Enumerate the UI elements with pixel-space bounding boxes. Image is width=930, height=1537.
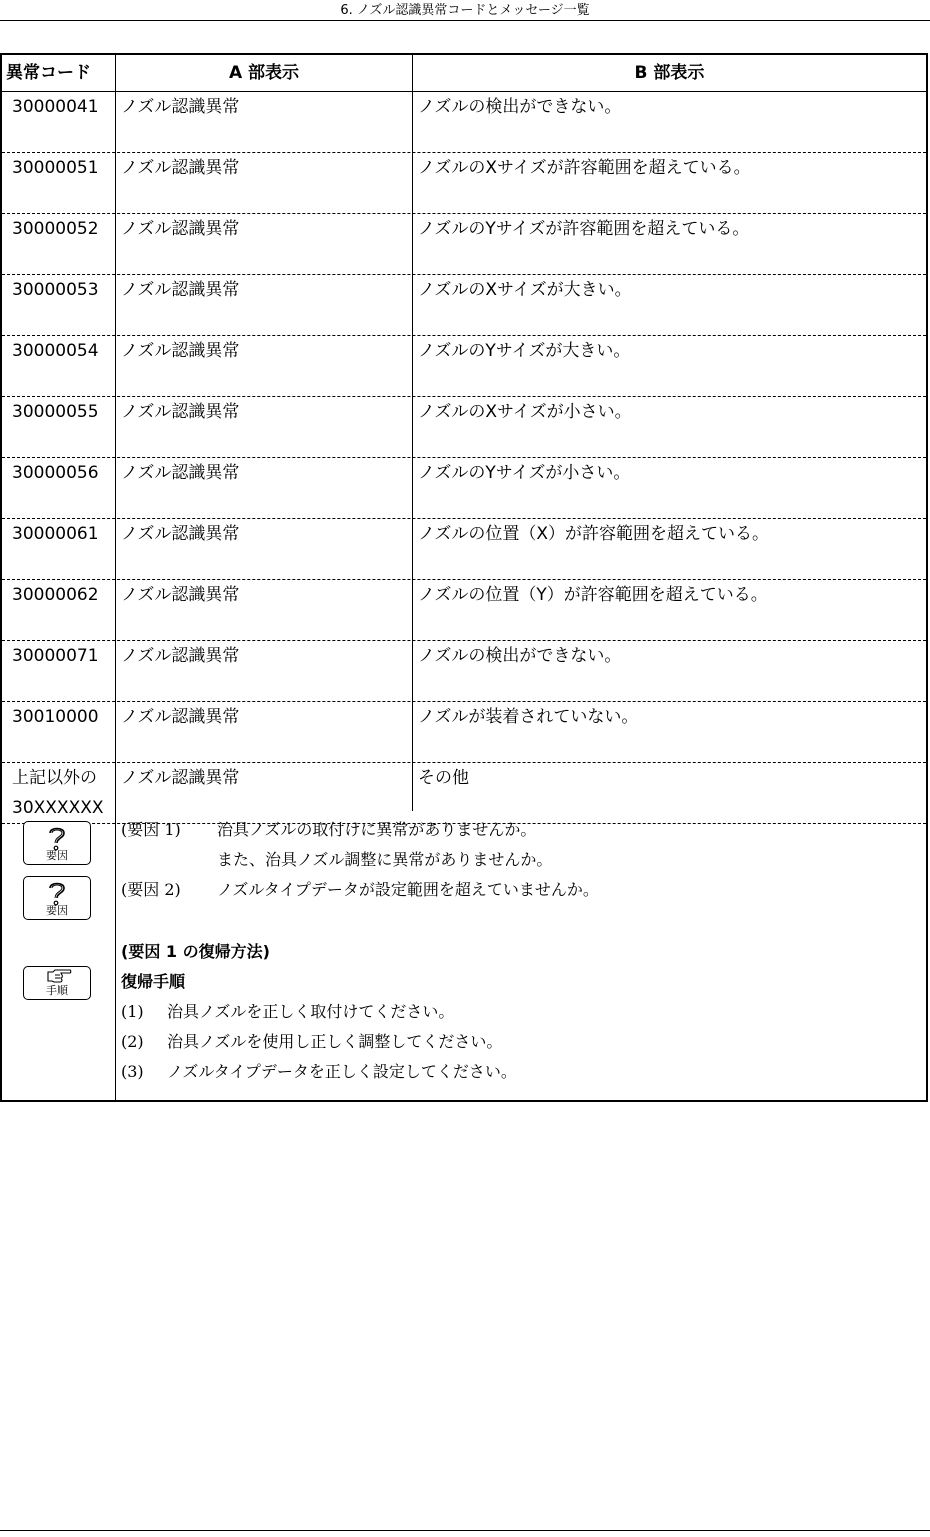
b-display-cell: ノズルの検出ができない。	[418, 646, 622, 666]
factor-1-continued	[121, 845, 552, 875]
factor-section	[2, 813, 926, 1102]
page-header	[0, 0, 930, 21]
factor-label: 要因	[46, 849, 68, 862]
a-display-cell: ノズル認識異常	[121, 646, 240, 666]
step-number: (3)	[121, 1062, 144, 1081]
b-display-cell: ノズルのYサイズが小さい。	[418, 463, 631, 483]
table-row	[2, 702, 926, 763]
step-text: ノズルタイプデータを正しく設定してください。	[167, 1062, 517, 1081]
error-code-cell: 30010000	[12, 707, 99, 727]
b-display-cell: その他	[418, 768, 469, 788]
procedure-step	[121, 997, 454, 1027]
procedure-badge	[23, 966, 91, 1000]
table-row	[2, 397, 926, 458]
b-display-cell: ノズルのXサイズが許容範囲を超えている。	[418, 158, 751, 178]
a-display-cell: ノズル認識異常	[121, 402, 240, 422]
page-title: 6. ノズル認識異常コードとメッセージ一覧	[340, 3, 590, 18]
question-icon	[44, 824, 70, 852]
a-display-cell: ノズル認識異常	[121, 219, 240, 239]
error-code-line: 上記以外の	[12, 768, 97, 788]
table-row	[2, 92, 926, 153]
a-display-cell: ノズル認識異常	[121, 585, 240, 605]
error-code-cell: 30000053	[12, 280, 99, 300]
b-display-cell: ノズルのYサイズが大きい。	[418, 341, 631, 361]
b-display-cell: ノズルの位置（X）が許容範囲を超えている。	[418, 524, 769, 544]
table-row	[2, 641, 926, 702]
procedure-step	[121, 1027, 502, 1057]
error-code-cell: 30000071	[12, 646, 99, 666]
step-number: (2)	[121, 1032, 144, 1051]
table-row	[2, 580, 926, 641]
a-display-cell: ノズル認識異常	[121, 524, 240, 544]
header-b-display: B 部表示	[634, 63, 705, 83]
b-display-cell: ノズルが装着されていない。	[418, 707, 639, 727]
b-display-cell: ノズルのXサイズが大きい。	[418, 280, 632, 300]
procedure-title: 復帰手順	[121, 972, 186, 991]
factor-2	[121, 875, 599, 905]
procedure-label: 手順	[46, 984, 68, 997]
step-text: 治具ノズルを使用し正しく調整してください。	[167, 1032, 503, 1051]
question-icon	[44, 879, 70, 907]
a-display-cell: ノズル認識異常	[121, 280, 240, 300]
factor-badge	[23, 821, 91, 865]
table-row	[2, 519, 926, 580]
a-display-cell: ノズル認識異常	[121, 97, 240, 117]
header-error-code: 異常コード	[6, 63, 91, 83]
a-display-cell: ノズル認識異常	[121, 158, 240, 178]
factor-2-text: ノズルタイプデータが設定範囲を超えていませんか。	[217, 880, 599, 899]
error-code-cell: 30000056	[12, 463, 99, 483]
error-code-cell: 30000055	[12, 402, 99, 422]
table-row	[2, 336, 926, 397]
factor-1-text-2: また、治具ノズル調整に異常がありませんか。	[217, 850, 553, 869]
error-code-cell: 30000054	[12, 341, 99, 361]
factor-2-label: (要因 2)	[121, 880, 181, 899]
factor-1-label: (要因 1)	[121, 820, 181, 839]
b-display-cell: ノズルの位置（Y）が許容範囲を超えている。	[418, 585, 768, 605]
procedure-step	[121, 1057, 517, 1087]
b-display-cell: ノズルの検出ができない。	[418, 97, 622, 117]
step-number: (1)	[121, 1002, 144, 1021]
table-row	[2, 458, 926, 519]
table-header	[2, 55, 926, 92]
factor-1-text: 治具ノズルの取付けに異常がありませんか。	[217, 820, 537, 839]
recovery-title: (要因 1 の復帰方法)	[121, 942, 270, 961]
table-row	[2, 214, 926, 275]
factor-label: 要因	[46, 904, 68, 917]
page-footer-rule	[0, 1530, 930, 1531]
table-row	[2, 275, 926, 336]
a-display-cell: ノズル認識異常	[121, 768, 240, 788]
error-code-table	[0, 53, 928, 1102]
error-code-cell: 30000051	[12, 158, 99, 178]
error-code-cell: 30000052	[12, 219, 99, 239]
a-display-cell: ノズル認識異常	[121, 707, 240, 727]
table-row	[2, 153, 926, 214]
error-code-cell: 30000041	[12, 97, 99, 117]
error-code-cell: 30000061	[12, 524, 99, 544]
table-body	[2, 92, 926, 824]
a-display-cell: ノズル認識異常	[121, 341, 240, 361]
step-text: 治具ノズルを正しく取付けてください。	[167, 1002, 455, 1021]
b-display-cell: ノズルのYサイズが許容範囲を超えている。	[418, 219, 750, 239]
header-a-display: A 部表示	[228, 63, 300, 83]
factor-1	[121, 815, 536, 845]
b-display-cell: ノズルのXサイズが小さい。	[418, 402, 632, 422]
factor-badge	[23, 876, 91, 920]
error-code-cell: 30000062	[12, 585, 99, 605]
error-code-line: 30XXXXXX	[12, 798, 104, 818]
a-display-cell: ノズル認識異常	[121, 463, 240, 483]
